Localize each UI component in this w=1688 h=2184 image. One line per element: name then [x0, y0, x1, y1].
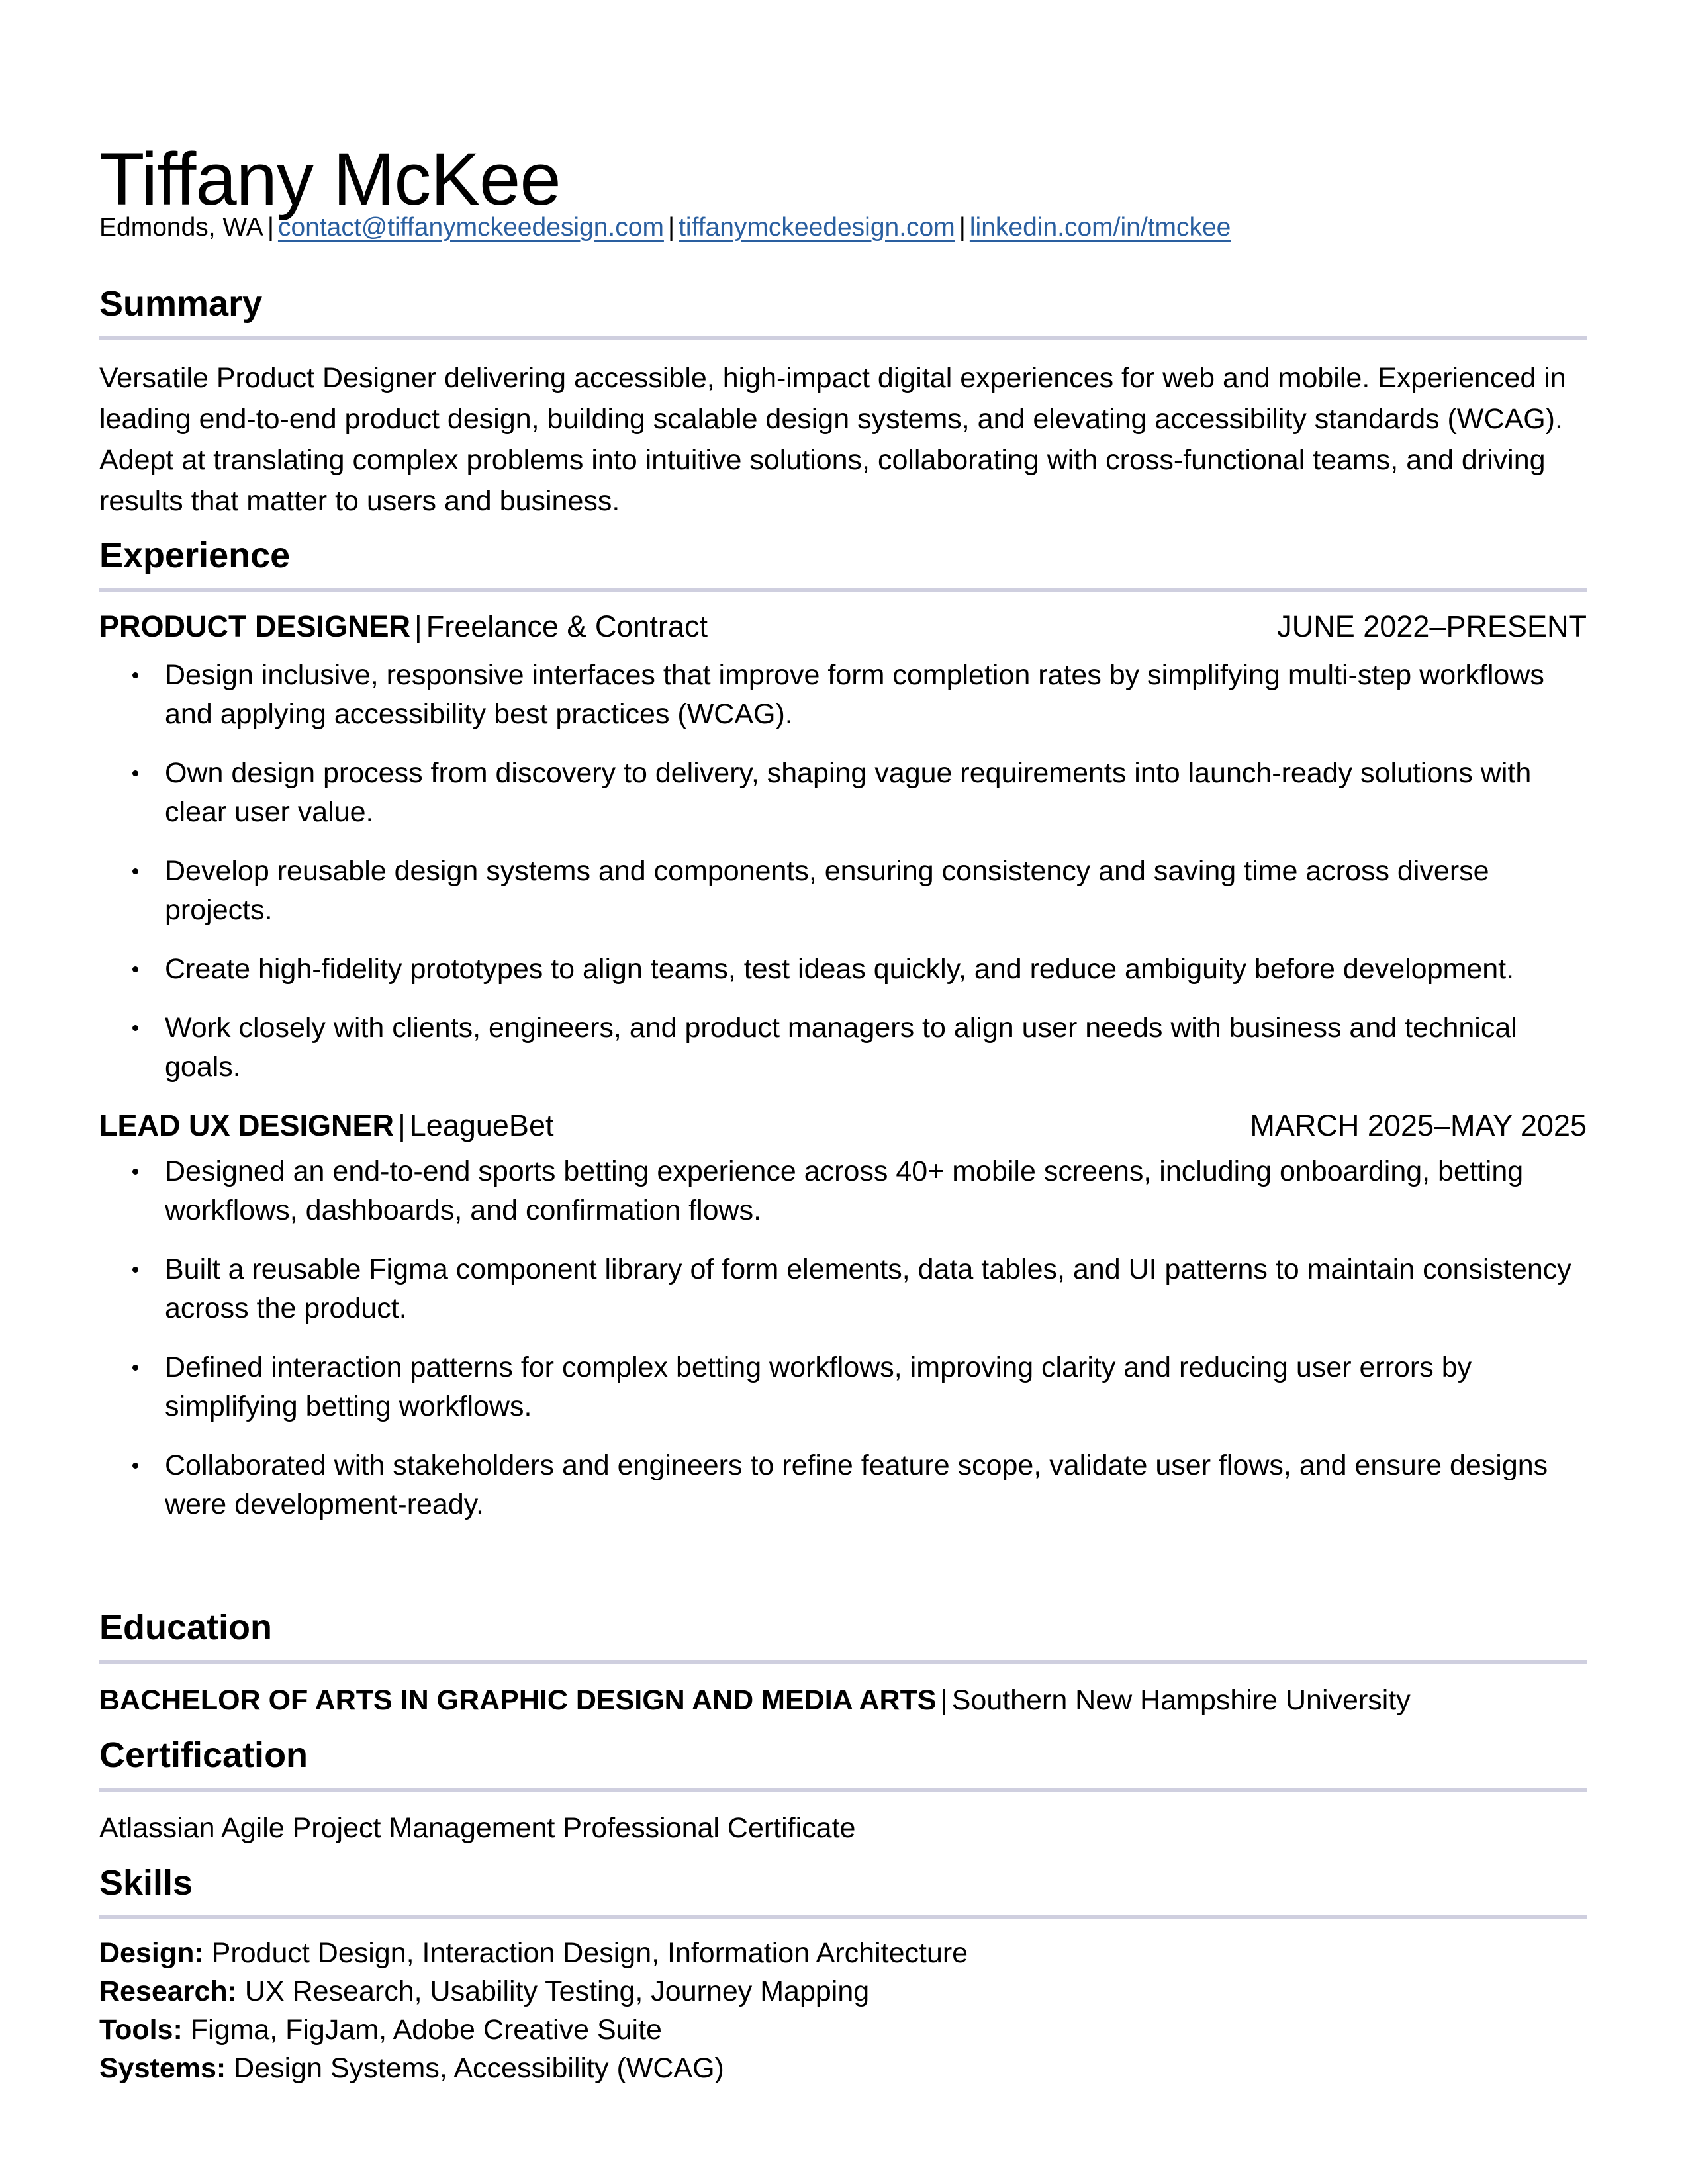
bullet-item: [99, 754, 1587, 832]
section-title: Summary: [99, 284, 263, 324]
section-title: Experience: [99, 535, 291, 575]
bullet-icon: [132, 1463, 138, 1469]
summary-text: Versatile Product Designer delivering accessible, high-impact digital experiences for web and mobile. Experienced in leading end-to-end product design, building scalable design systems, and elevating accessibility standards (WCAG). Adept at translating complex problems into intuitive solutions, collaborating with cross-functional teams, and driving results that matter to users and business.: [99, 362, 1566, 517]
separator: |: [940, 1684, 948, 1716]
skill-row: [99, 1972, 1587, 2011]
bullet-icon: [132, 672, 138, 678]
skill-label: Tools:: [99, 2014, 183, 2046]
skill-label: Systems:: [99, 2052, 226, 2084]
bullet-item: [99, 1446, 1587, 1524]
separator: |: [398, 1109, 406, 1142]
job-company: LeagueBet: [409, 1109, 554, 1142]
bullet-icon: [132, 1365, 138, 1371]
bullet-text: Design inclusive, responsive interfaces that improve form completion rates by simplifying multi-step workflows and applying accessibility best practices (WCAG).: [165, 659, 1544, 730]
job-role: PRODUCT DESIGNER: [99, 610, 411, 643]
bullet-text: Defined interaction patterns for complex betting workflows, improving clarity and reducing user errors by simplifying betting workflows.: [165, 1351, 1472, 1422]
experience-section: [99, 537, 1587, 1524]
contact-line: [99, 213, 1231, 242]
job-bullets: [99, 656, 1587, 1087]
skill-value: Design Systems, Accessibility (WCAG): [234, 2052, 724, 2084]
job-entry: [99, 612, 1587, 1087]
bullet-item: [99, 1152, 1587, 1230]
certification-text: Atlassian Agile Project Management Professional Certificate: [99, 1812, 856, 1844]
job-header: [99, 612, 1587, 641]
skill-row: [99, 1934, 1587, 1972]
bullet-item: [99, 1009, 1587, 1087]
section-title: Education: [99, 1608, 273, 1647]
job-dates: MARCH 2025–MAY 2025: [1250, 1109, 1587, 1142]
job-bullets: [99, 1152, 1587, 1524]
skill-label: Design:: [99, 1937, 204, 1969]
bullet-icon: [132, 1267, 138, 1273]
skills-section: [99, 1865, 1587, 2087]
education-section: [99, 1610, 1587, 1721]
bullet-text: Own design process from discovery to delivery, shaping vague requirements into launch-ready solutions with clear user value.: [165, 757, 1532, 828]
skill-label: Research:: [99, 1976, 237, 2007]
bullet-icon: [132, 1025, 138, 1031]
skill-value: UX Research, Usability Testing, Journey Mapping: [244, 1976, 870, 2007]
bullet-text: Create high-fidelity prototypes to align teams, test ideas quickly, and reduce ambiguity before development.: [165, 953, 1515, 985]
certification-section: [99, 1737, 1587, 1848]
bullet-icon: [132, 868, 138, 874]
separator: |: [959, 213, 966, 242]
degree: BACHELOR OF ARTS IN GRAPHIC DESIGN AND MEDIA ARTS: [99, 1684, 937, 1716]
section-divider: [99, 1660, 1587, 1664]
website-link[interactable]: tiffanymckeedesign.com: [679, 213, 955, 242]
skill-value: Product Design, Interaction Design, Information Architecture: [211, 1937, 968, 1969]
job-header: [99, 1111, 1587, 1140]
bullet-icon: [132, 1169, 138, 1175]
bullet-text: Built a reusable Figma component library of form elements, data tables, and UI patterns to maintain consistency across the product.: [165, 1253, 1571, 1324]
bullet-item: [99, 852, 1587, 930]
email-link[interactable]: contact@tiffanymckeedesign.com: [277, 213, 664, 242]
bullet-text: Work closely with clients, engineers, and product managers to align user needs with business and technical goals.: [165, 1012, 1517, 1083]
section-title: Certification: [99, 1735, 308, 1775]
bullet-item: [99, 656, 1587, 734]
school: Southern New Hampshire University: [951, 1684, 1411, 1716]
job-entry: [99, 1111, 1587, 1524]
job-company: Freelance & Contract: [426, 610, 708, 643]
bullet-icon: [132, 770, 138, 776]
linkedin-link[interactable]: linkedin.com/in/tmckee: [969, 213, 1231, 242]
bullet-text: Collaborated with stakeholders and engineers to refine feature scope, validate user flows, and ensure designs were development-ready.: [165, 1449, 1548, 1520]
bullet-text: Designed an end-to-end sports betting experience across 40+ mobile screens, including onboarding, betting workflows, dashboards, and confirmation flows.: [165, 1156, 1524, 1226]
separator: |: [667, 213, 675, 242]
bullet-text: Develop reusable design systems and components, ensuring consistency and saving time across diverse projects.: [165, 855, 1489, 926]
section-divider: [99, 1788, 1587, 1792]
job-dates: JUNE 2022–PRESENT: [1277, 610, 1587, 643]
summary-section: [99, 286, 1587, 522]
section-divider: [99, 588, 1587, 592]
section-divider: [99, 336, 1587, 340]
bullet-item: [99, 1250, 1587, 1328]
section-divider: [99, 1915, 1587, 1919]
bullet-item: [99, 1348, 1587, 1426]
section-title: Skills: [99, 1863, 193, 1903]
bullet-icon: [132, 966, 138, 972]
skill-row: [99, 2049, 1587, 2087]
job-role: LEAD UX DESIGNER: [99, 1109, 395, 1142]
education-entry: [99, 1680, 1587, 1721]
skill-row: [99, 2011, 1587, 2049]
bullet-item: [99, 950, 1587, 989]
candidate-name: Tiffany McKee: [99, 138, 561, 221]
skill-value: Figma, FigJam, Adobe Creative Suite: [190, 2014, 662, 2046]
location: Edmonds, WA: [99, 213, 263, 242]
separator: |: [414, 610, 422, 643]
separator: |: [267, 213, 274, 242]
